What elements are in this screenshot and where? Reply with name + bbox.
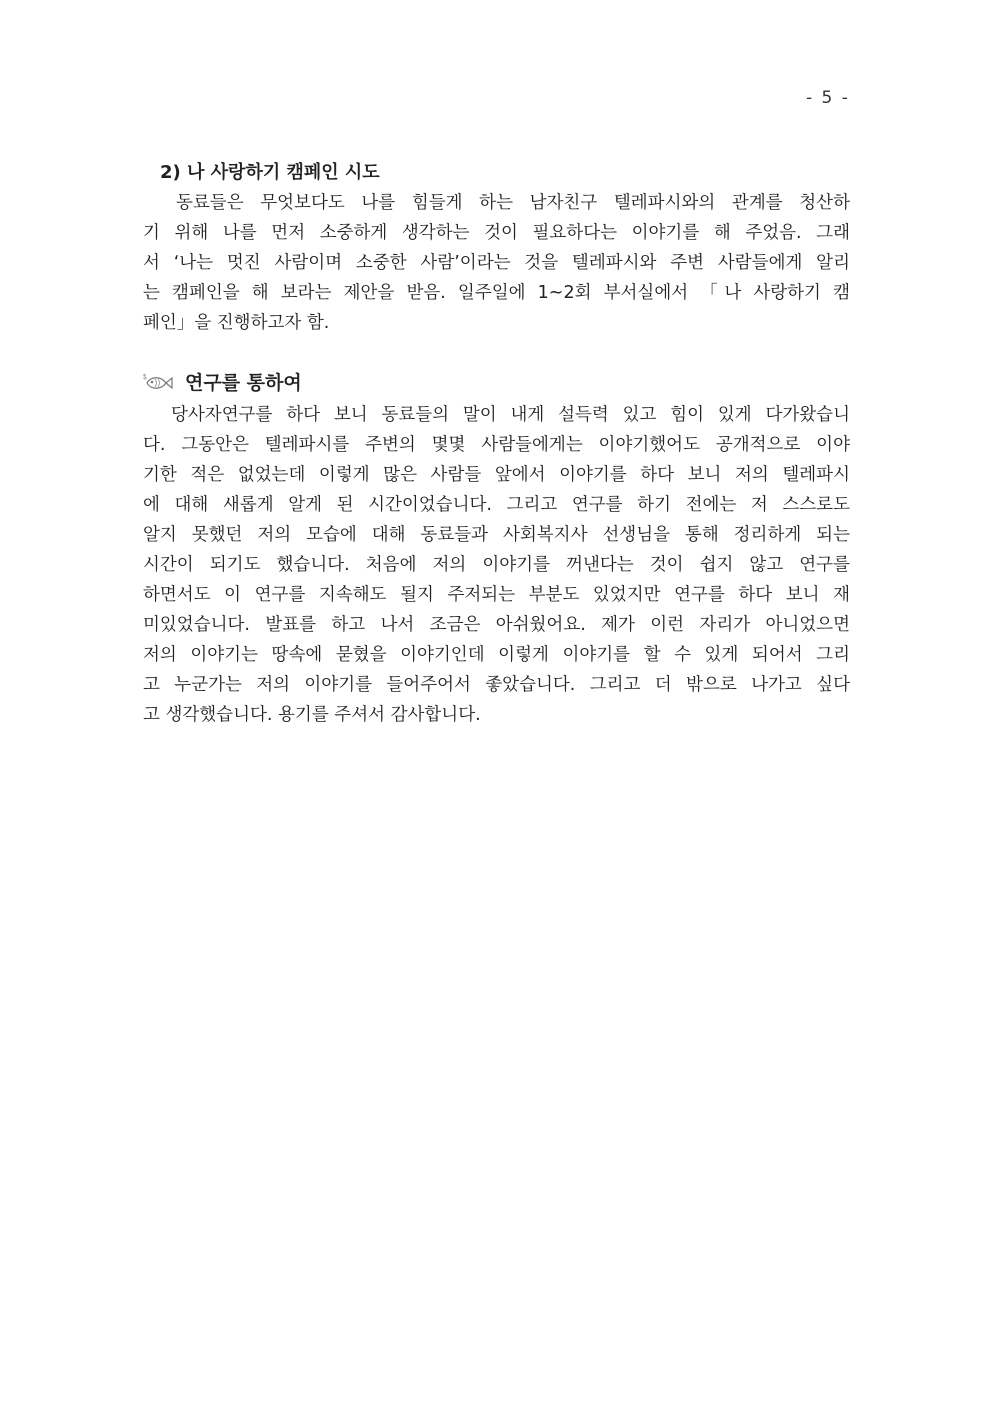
paragraph-line: 기 위해 나를 먼저 소중하게 생각하는 것이 필요하다는 이야기를 해 주었음. 그래: [143, 223, 850, 243]
paragraph-line: 동료들은 무엇보다도 나를 힘들게 하는 남자친구 텔레파시와의 관계를 청산하: [176, 193, 850, 213]
paragraph-line: 에 대해 새롭게 알게 된 시간이었습니다. 그리고 연구를 하기 전에는 저 스스로도: [143, 495, 850, 515]
section-heading: 2) 나 사랑하기 캠페인 시도: [160, 162, 380, 183]
campaign-section: [143, 158, 850, 338]
fish-icon: [143, 373, 173, 393]
paragraph-line: 저의 이야기는 땅속에 묻혔을 이야기인데 이렇게 이야기를 할 수 있게 되어서 그리: [143, 645, 850, 665]
section-title: 연구를 통하여: [185, 372, 302, 394]
paragraph-line: 미있었습니다. 발표를 하고 나서 조금은 아쉬웠어요. 제가 이런 자리가 아니었으면: [143, 615, 850, 635]
paragraph-line: 다. 그동안은 텔레파시를 주변의 몇몇 사람들에게는 이야기했어도 공개적으로 이야: [143, 435, 850, 455]
paragraph-line: 하면서도 이 연구를 지속해도 될지 주저되는 부분도 있었지만 연구를 하다 보니 재: [143, 585, 850, 605]
paragraph-line: 알지 못했던 저의 모습에 대해 동료들과 사회복지사 선생님을 통해 정리하게 되는: [143, 525, 850, 545]
paragraph-line: 서 ‘나는 멋진 사람이며 소중한 사람’이라는 것을 텔레파시와 주변 사람들에게 알리: [143, 253, 850, 273]
paragraph-line: 시간이 되기도 했습니다. 처음에 저의 이야기를 꺼낸다는 것이 쉽지 않고 연구를: [143, 555, 850, 575]
campaign-paragraph: [143, 188, 850, 338]
paragraph-line: 고 누군가는 저의 이야기를 들어주어서 좋았습니다. 그리고 더 밖으로 나가고 싶다: [143, 675, 850, 695]
paragraph-line: 페인」을 진행하고자 함.: [143, 313, 330, 333]
paragraph-line: 당사자연구를 하다 보니 동료들의 말이 내게 설득력 있고 힘이 있게 다가왔습니: [171, 405, 850, 425]
paragraph-line: 는 캠페인을 해 보라는 제안을 받음. 일주일에 1~2회 부서실에서 「나 사랑하기 캠: [143, 283, 850, 303]
research-reflection-section: [143, 366, 850, 730]
reflection-paragraph: [143, 400, 850, 730]
section-heading-row: [143, 366, 850, 400]
paragraph-line: 고 생각했습니다. 용기를 주셔서 감사합니다.: [143, 705, 481, 725]
page-number: - 5 -: [806, 88, 850, 108]
paragraph-line: 기한 적은 없었는데 이렇게 많은 사람들 앞에서 이야기를 하다 보니 저의 텔레파시: [143, 465, 850, 485]
